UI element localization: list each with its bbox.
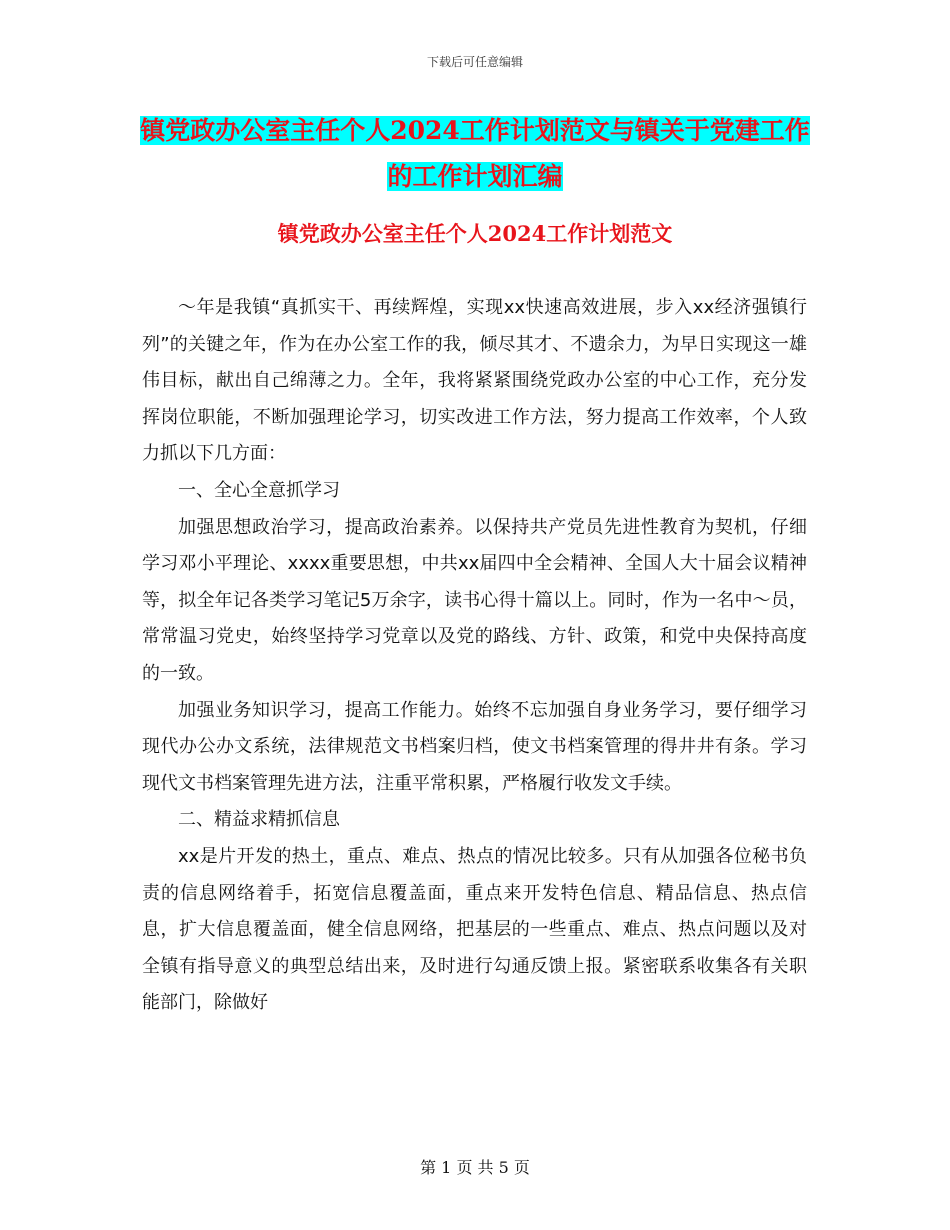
paragraph: xx是片开发的热土，重点、难点、热点的情况比较多。只有从加强各位秘书负责的信息网络着手，拓宽信息覆盖面，重点来开发特色信息、精品信息、热点信息，扩大信息覆盖面，健全信息网络，把基层的一些重点、难点、热点问题以及对全镇有指导意义的典型总结出来，及时进行勾通反馈上报。紧密联系收集各有关职能部门，除做好 [142,845,807,1014]
page-footer: 第 1 页 共 5 页 [420,1158,530,1177]
paragraph: ～年是我镇“真抓实干、再续辉煌，实现xx快速高效进展，步入xx经济强镇行列”的关键之年，作为在办公室工作的我，倾尽其才、不遗余力，为早日实现这一雄伟目标，献出自己绵薄之力。全年，我将紧紧围绕党政办公室的中心工作，充分发挥岗位职能，不断加强理论学习，切实改进工作方法，努力提高工作效率，个人致力抓以下几方面： [142,297,807,465]
section-heading: 二、精益求精抓信息 [178,809,340,831]
document-title [140,108,810,200]
section-heading: 一、全心全意抓学习 [178,479,340,501]
document-body [142,290,807,1022]
section-subtitle: 镇党政办公室主任个人2024工作计划范文 [277,221,673,246]
paragraph: 加强思想政治学习，提高政治素养。以保持共产党员先进性教育为契机，仔细学习邓小平理论、xxxx重要思想，中共xx届四中全会精神、全国人大十届会议精神等，拟全年记各类学习笔记5万余字，读书心得十篇以上。同时，作为一名中～员，常常温习党史，始终坚持学习党章以及党的路线、方针、政策，和党中央保持高度的一致。 [142,516,807,684]
document-title-text: 镇党政办公室主任个人2024工作计划范文与镇关于党建工作的工作计划汇编 [140,116,810,191]
header-note: 下载后可任意编辑 [426,55,523,69]
paragraph: 加强业务知识学习，提高工作能力。始终不忘加强自身业务学习，要仔细学习现代办公办文系统，法律规范文书档案归档，使文书档案管理的得井井有条。学习现代文书档案管理先进方法，注重平常积累，严格履行收发文手续。 [142,699,807,794]
